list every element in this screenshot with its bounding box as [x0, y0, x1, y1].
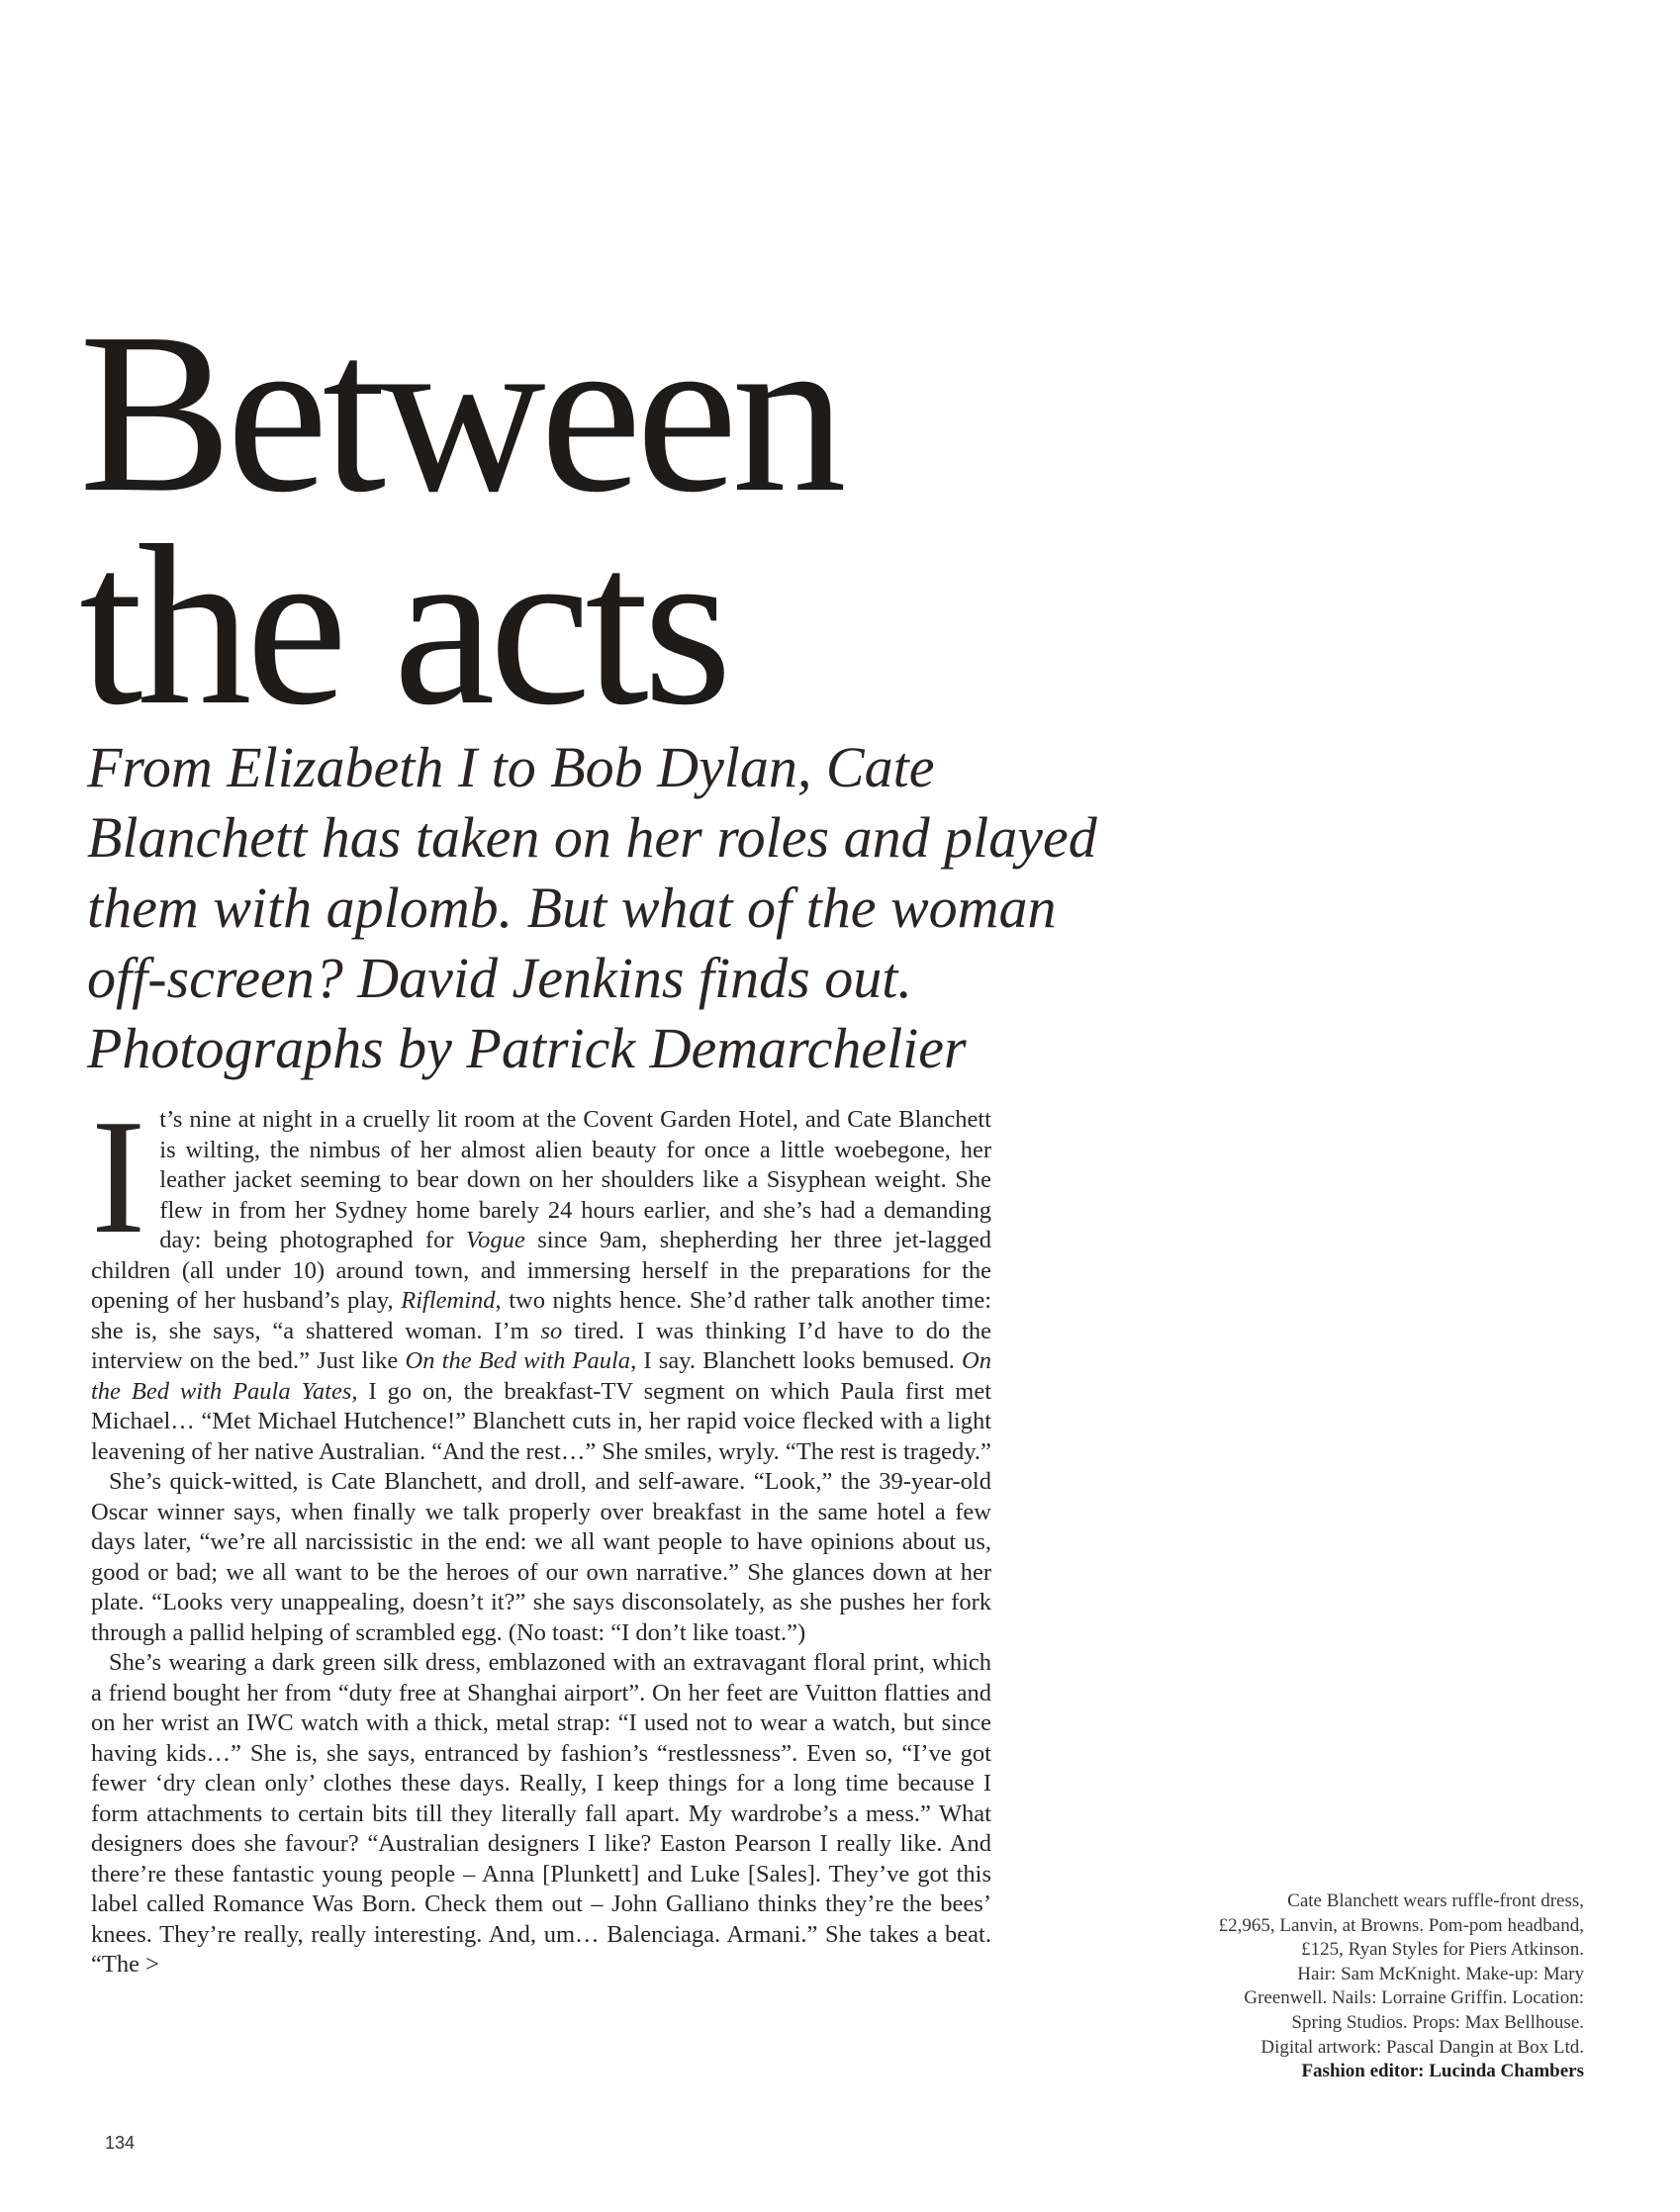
- standfirst-line-5: Photographs by Patrick Demarchelier: [87, 1016, 967, 1080]
- body-text: tired. I was thinking I’d have to do the interview on the bed.” Just like: [91, 1317, 991, 1374]
- play-title: Riflemind: [401, 1287, 496, 1314]
- caption-line: Cate Blanchett wears ruffle-front dress,: [1287, 1890, 1584, 1911]
- emphasis: so: [540, 1317, 563, 1344]
- caption-line: Spring Studios. Props: Max Bellhouse.: [1291, 2011, 1584, 2033]
- caption-line: Digital artwork: Pascal Dangin at Box Ltd.: [1260, 2036, 1584, 2058]
- standfirst: [87, 732, 1097, 1083]
- standfirst-line-4: off-screen? David Jenkins finds out.: [87, 946, 912, 1010]
- show-title: On the Bed with Paula: [405, 1347, 631, 1374]
- fashion-editor-credit: Fashion editor: Lucinda Chambers: [1301, 2061, 1584, 2082]
- headline-line-2: the acts: [79, 499, 727, 753]
- show-title: On the Bed with Paula Yates: [91, 1347, 991, 1405]
- caption-line: Hair: Sam McKnight. Make-up: Mary: [1297, 1963, 1584, 1984]
- caption-line: £2,965, Lanvin, at Browns. Pom-pom headband,: [1218, 1914, 1584, 1936]
- standfirst-line-1: From Elizabeth I to Bob Dylan, Cate: [87, 735, 935, 799]
- page-number: 134: [105, 2133, 136, 2153]
- standfirst-line-3: them with aplomb. But what of the woman: [87, 876, 1057, 940]
- body-text: , I say. Blanchett looks bemused.: [630, 1347, 963, 1374]
- caption-line: Greenwell. Nails: Lorraine Griffin. Location:: [1244, 1987, 1584, 2009]
- caption-line: £125, Ryan Styles for Piers Atkinson.: [1301, 1939, 1584, 1961]
- body-text: t’s nine at night in a cruelly lit room at the Covent Garden Hotel, and Cate Blanchett is wilting, the nimbus of her almost alien beauty for once a little woebegone, her leather jacket seeming to bear down on her shoulders like a Sisyphean weight. She flew in from her Sydney home barely 24 hours earlier, and she’s had a demanding day: being photographed for: [159, 1106, 991, 1253]
- standfirst-line-2: Blanchett has taken on her roles and played: [87, 805, 1097, 870]
- article-body: [91, 1085, 992, 1981]
- headline: [79, 286, 841, 753]
- headline-line-1: Between: [79, 286, 841, 540]
- drop-cap: I: [91, 1085, 146, 1267]
- magazine-title: Vogue: [465, 1227, 525, 1253]
- body-text: since 9am, shepherding her three jet-lagged children (all under 10) around town, and immersing herself in the preparations for the opening of her husband’s play,: [91, 1227, 991, 1314]
- body-paragraph-3: She’s wearing a dark green silk dress, emblazoned with an extravagant floral print, which a friend bought her from “duty free at Shanghai airport”. On her feet are Vuitton flatties and on her wrist an IWC watch with a thick, metal strap: “I used not to wear a watch, but since having kids…” She is, she says, entranced by fashion’s “restlessness”. Even so, “I’ve got fewer ‘dry clean only’ clothes these days. Really, I keep things for a long time because I form attachments to certain bits till they literally fall apart. My wardrobe’s a mess.” What designers does she favour? “Australian designers I like? Easton Pearson I really like. And there’re these fantastic young people – Anna [Plunkett] and Luke [Sales]. They’ve got this label called Romance Was Born. Check them out – John Galliano thinks they’re the bees’ knees. They’re really, really interesting. And, um… Balenciaga. Armani.” She takes a beat. “The >: [91, 1649, 991, 1978]
- photo-caption: [1109, 1889, 1584, 2084]
- body-text: , I go on, the breakfast-TV segment on which Paula first met Michael… “Met Michael Hutchence!” Blanchett cuts in, her rapid voice flecked with a light leavening of her native Australian. “And the rest…” She smiles, wryly. “The rest is tragedy.”: [91, 1377, 992, 1465]
- body-text: , two nights hence. She’d rather talk another time: she is, she says, “a shattered woman. I’m: [91, 1287, 992, 1344]
- body-paragraph-1: [91, 1085, 992, 1467]
- body-paragraph-2: She’s quick-witted, is Cate Blanchett, and droll, and self-aware. “Look,” the 39-year-old Oscar winner says, when finally we talk properly over breakfast in the same hotel a few days later, “we’re all narcissistic in the end: we all want people to have opinions about us, good or bad; we all want to be the heroes of our own narrative.” She glances down at her plate. “Looks very unappealing, doesn’t it?” she says disconsolately, as she pushes her fork through a pallid helping of scrambled egg. (No toast: “I don’t like toast.”): [91, 1468, 991, 1646]
